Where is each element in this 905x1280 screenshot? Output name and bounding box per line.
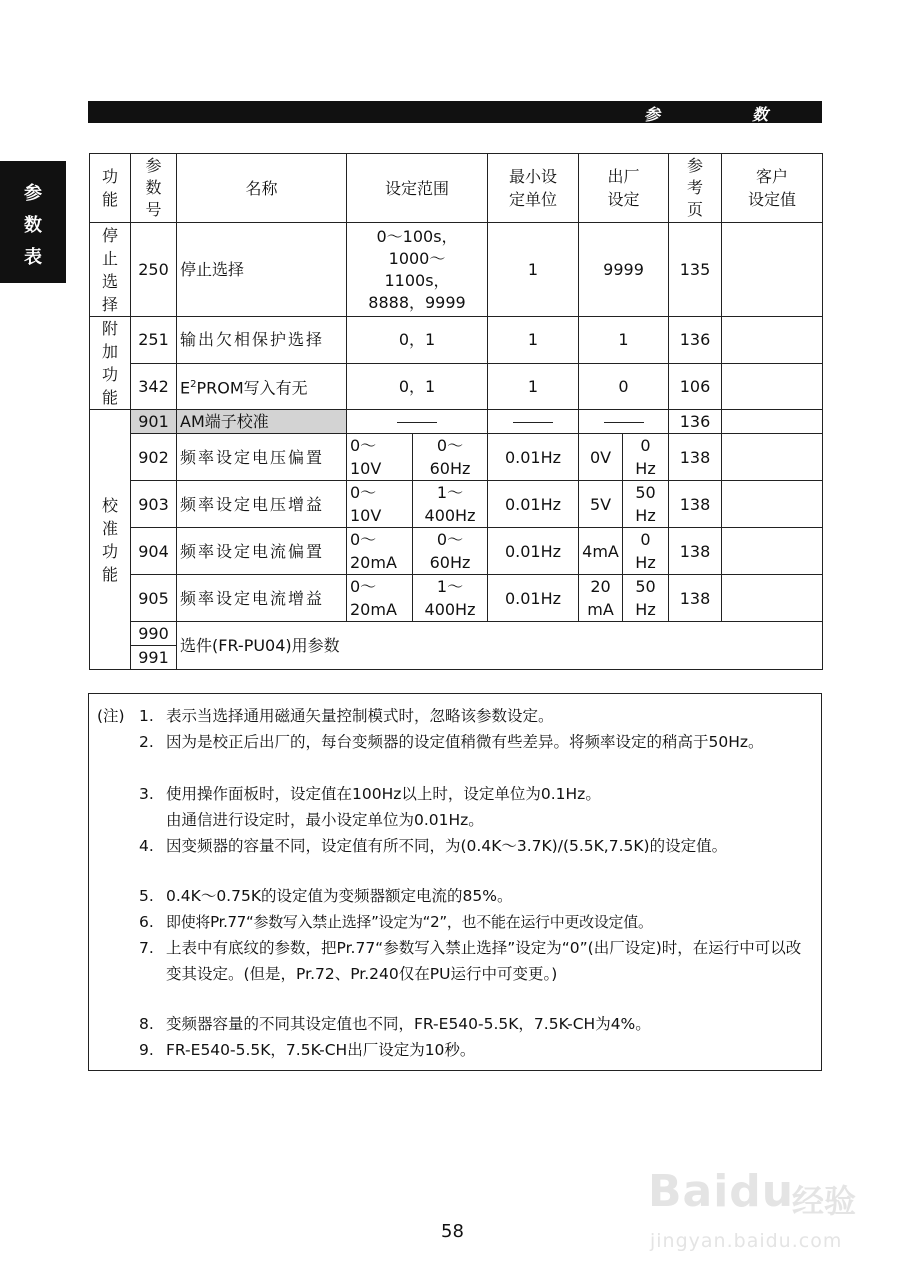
param-min-unit: 1 (488, 223, 579, 317)
param-number: 990 (131, 622, 177, 646)
param-customer-value (722, 410, 823, 434)
header-title-char-1: 参 (644, 105, 661, 124)
note-item (139, 935, 815, 987)
section-header-bar (88, 101, 822, 123)
note-number: 3. (139, 785, 154, 803)
watermark-logo: Baidu (648, 1166, 795, 1217)
param-range: 0～100s， 1000～ 1100s， 8888，9999 (347, 223, 488, 317)
param-default-b: 50 Hz (623, 575, 669, 622)
note-item (139, 909, 815, 935)
note-text-line2: 由通信进行设定时，最小设定单位为0.01Hz。 (166, 811, 484, 829)
param-name: 停止选择 (177, 223, 347, 317)
param-customer-value (722, 317, 823, 364)
note-text: 因为是校正后出厂的，每台变频器的设定值稍微有些差异。将频率设定的稍高于50Hz。 (166, 733, 764, 751)
param-min-unit: 0.01Hz (488, 575, 579, 622)
param-min-unit: 1 (488, 317, 579, 364)
param-customer-value (722, 528, 823, 575)
param-number: 342 (131, 363, 177, 410)
param-customer-value (722, 363, 823, 410)
param-ref-page: 135 (669, 223, 722, 317)
param-default-a: 4mA (579, 528, 623, 575)
param-default-b: 0 Hz (623, 528, 669, 575)
table-row (90, 434, 823, 481)
param-ref-page: 138 (669, 434, 722, 481)
param-min-unit: 0.01Hz (488, 434, 579, 481)
table-row (90, 410, 823, 434)
col-header-param-no: 参 数 号 (131, 154, 177, 223)
note-item (139, 1011, 815, 1037)
param-name: AM端子校准 (177, 410, 347, 434)
param-range-b: 0～ 60Hz (413, 434, 488, 481)
param-min-unit: 0.01Hz (488, 481, 579, 528)
header-title-char-2: 数 (752, 105, 769, 124)
note-number: 1. (139, 707, 154, 725)
param-range-a: 0～ 20mA (347, 528, 413, 575)
param-default-a: 5V (579, 481, 623, 528)
note-item (139, 781, 815, 833)
side-tab-char: 数 (24, 215, 42, 236)
param-number: 251 (131, 317, 177, 364)
table-row (90, 528, 823, 575)
param-ref-page: 106 (669, 363, 722, 410)
table-row (90, 622, 823, 646)
col-header-function: 功 能 (90, 154, 131, 223)
note-item (139, 703, 815, 729)
param-name: 频率设定电流增益 (177, 575, 347, 622)
param-name: 频率设定电压偏置 (177, 434, 347, 481)
table-header-row (90, 154, 823, 223)
param-ref-page: 138 (669, 481, 722, 528)
baidu-watermark (640, 1150, 880, 1270)
side-tab-char: 参 (24, 183, 42, 204)
col-header-min-unit: 最小设 定单位 (488, 154, 579, 223)
param-customer-value (722, 481, 823, 528)
param-number: 905 (131, 575, 177, 622)
param-name-prefix: E (180, 378, 191, 398)
param-ref-page: 138 (669, 575, 722, 622)
dash-line (513, 422, 553, 423)
table-row (90, 363, 823, 410)
note-number: 8. (139, 1015, 154, 1033)
param-default-a: 0V (579, 434, 623, 481)
param-range-b: 1～ 400Hz (413, 575, 488, 622)
col-header-default: 出厂 设定 (579, 154, 669, 223)
table-row (90, 481, 823, 528)
param-name: 频率设定电压增益 (177, 481, 347, 528)
param-default: 9999 (579, 223, 669, 317)
table-row (90, 223, 823, 317)
param-default-a: 20 mA (579, 575, 623, 622)
col-header-ref-page: 参 考 页 (669, 154, 722, 223)
param-name: 输出欠相保护选择 (177, 317, 347, 364)
param-range-a: 0～ 20mA (347, 575, 413, 622)
param-number: 902 (131, 434, 177, 481)
param-min-unit: 0.01Hz (488, 528, 579, 575)
table-row (90, 575, 823, 622)
page-number: 58 (441, 1221, 464, 1242)
param-name-rest: PROM写入有无 (196, 378, 308, 398)
param-min-unit-empty (488, 410, 579, 434)
param-min-unit: 1 (488, 363, 579, 410)
side-tab (0, 161, 66, 283)
param-range: 0，1 (347, 363, 488, 410)
watermark-url: jingyan.baidu.com (650, 1230, 843, 1252)
group-label-stop: 停 止 选 择 (90, 223, 131, 317)
note-text: 上表中有底纹的参数，把Pr.77“参数写入禁止选择”设定为“0”(出厂设定)时，在运行中可以改变其设定。(但是，Pr.72、Pr.240仅在PU运行中可变更。) (166, 939, 802, 983)
param-number: 250 (131, 223, 177, 317)
note-text: 变频器容量的不同其设定值也不同，FR-E540-5.5K，7.5K-CH为4%。 (166, 1015, 651, 1033)
notes-prefix: (注) (97, 707, 125, 725)
param-ref-page: 136 (669, 410, 722, 434)
note-number: 6. (139, 913, 154, 931)
note-text: 因变频器的容量不同，设定值有所不同，为(0.4K～3.7K)/(5.5K,7.5K)的设定值。 (166, 837, 728, 855)
col-header-name: 名称 (177, 154, 347, 223)
param-range-empty (347, 410, 488, 434)
group-label-calibration: 校 准 功 能 (90, 410, 131, 670)
note-number: 9. (139, 1041, 154, 1059)
param-default: 0 (579, 363, 669, 410)
param-name: 频率设定电流偏置 (177, 528, 347, 575)
dash-line (397, 422, 437, 423)
param-range: 0，1 (347, 317, 488, 364)
note-item (139, 833, 815, 859)
param-customer-value (722, 223, 823, 317)
param-name (177, 363, 347, 410)
note-text: 0.4K～0.75K的设定值为变频器额定电流的85%。 (166, 887, 513, 905)
param-range-b: 0～ 60Hz (413, 528, 488, 575)
param-default-b: 0 Hz (623, 434, 669, 481)
param-default-empty (579, 410, 669, 434)
group-label-additional: 附 加 功 能 (90, 317, 131, 410)
param-range-a: 0～ 10V (347, 434, 413, 481)
param-customer-value (722, 575, 823, 622)
param-customer-value (722, 434, 823, 481)
param-range-b: 1～ 400Hz (413, 481, 488, 528)
param-range-a: 0～ 10V (347, 481, 413, 528)
note-text: 即使将Pr.77“参数写入禁止选择”设定为“2”，也不能在运行中更改设定值。 (166, 913, 653, 931)
note-text: FR-E540-5.5K，7.5K-CH出厂设定为10秒。 (166, 1041, 476, 1059)
param-number: 903 (131, 481, 177, 528)
parameter-table (89, 153, 823, 670)
param-default-b: 50 Hz (623, 481, 669, 528)
param-option-name: 选件(FR-PU04)用参数 (177, 622, 823, 670)
param-number: 991 (131, 646, 177, 670)
watermark-cn: 经验 (792, 1182, 857, 1220)
note-item (139, 883, 815, 909)
note-item (139, 1037, 815, 1063)
param-name-superscript: 2 (190, 379, 197, 391)
param-ref-page: 136 (669, 317, 722, 364)
note-number: 4. (139, 837, 154, 855)
notes-box (88, 693, 822, 1071)
note-number: 5. (139, 887, 154, 905)
param-number: 901 (131, 410, 177, 434)
note-text: 表示当选择通用磁通矢量控制模式时，忽略该参数设定。 (166, 707, 554, 725)
col-header-range: 设定范围 (347, 154, 488, 223)
note-number: 2. (139, 733, 154, 751)
param-default: 1 (579, 317, 669, 364)
dash-line (604, 422, 644, 423)
param-number: 904 (131, 528, 177, 575)
col-header-customer: 客户 设定值 (722, 154, 823, 223)
note-item (139, 729, 815, 755)
side-tab-char: 表 (24, 247, 42, 268)
note-text-line1: 使用操作面板时，设定值在100Hz以上时，设定单位为0.1Hz。 (166, 785, 601, 803)
table-row (90, 317, 823, 364)
param-ref-page: 138 (669, 528, 722, 575)
note-number: 7. (139, 939, 154, 957)
